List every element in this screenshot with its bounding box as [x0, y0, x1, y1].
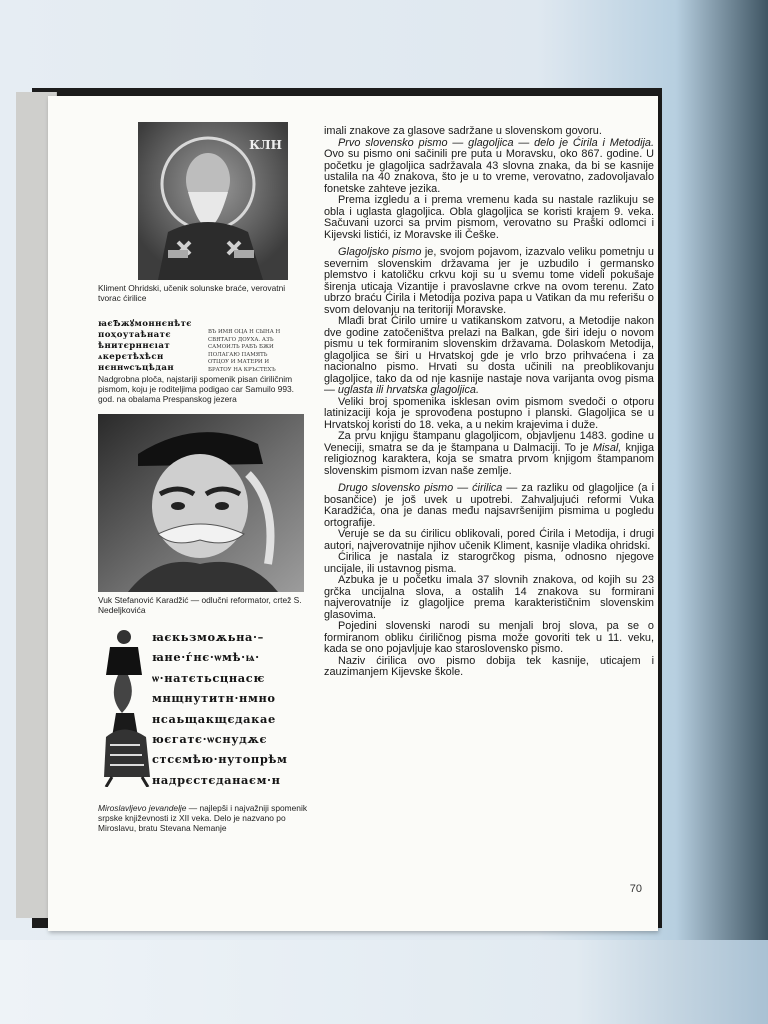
emphasis: Glagoljsko pismo [338, 246, 422, 258]
samuilo-inscription [98, 319, 308, 371]
paragraph [324, 247, 654, 316]
page-number: 70 [629, 883, 642, 895]
paragraph [324, 138, 654, 196]
background-table [0, 940, 768, 1024]
paragraph: Azbuka je u početku imala 37 slovnih znakova, od kojih su 23 grčka uncijalna slova, a ostalih 14 znakova su formirani najverovatnije iz glagoljice prema karakterističnim slovenskim glasovima. [324, 574, 654, 621]
caption-manuscript-title: Miroslavljevo jevandelje [98, 803, 187, 813]
inscription-transcription: ВЪ ИМЯ ОЦА Н СЫНА Н СВЯТАГО ДОУХА. АЗЪ САМОИЛЪ РАБЪ БЖИ ПОЛАГАЮ ПАМЯТЬ ОТЦОУ И МАТЕРИ И БРАТОУ НА КРЪСТЕХЪ [208, 329, 281, 373]
paragraph-text: — za razliku od glagoljice (a i bosančice) je još uvek u upotrebi. Zahvaljujući reformi Vuka Karadžića, ona je danas među najsavršenijim pismima u pogledu ortografije. [324, 482, 655, 529]
paragraph [324, 431, 654, 477]
gospel-glyphs: ꙗєкьзмоѫьна·– ꙗне·ѓнє·ѡмѣ·ѩ· ѡ·натєтьсцнасѥ мнщнутитн·нмно нсаьщакщєдакае юєгатє·ѡснудѫє стсємѣю·нутопрѣм надрєстєданаєм·н [152, 630, 288, 787]
paragraph-text: knjiga religioznog karaktera, koja se smatra prvom knjigom štampanom slovenskim pismom izvan naše zemlje. [324, 441, 655, 477]
emphasis: Drugo slovensko pismo — ćirilica [338, 482, 503, 494]
kliment-icon-image [138, 122, 288, 280]
paragraph-text: Ovo su pismo oni sačinili pre puta u Moravsku, oko 867. godine. U početku je glagoljica sadržavala 43 slovna znaka, da bi se kasnije ustalila na 40 znakova, što je u to vreme, verovatno, zadovoljavalo fonetske zahteve jezika. [324, 148, 654, 195]
caption-manuscript [98, 803, 308, 833]
book-page [48, 96, 658, 931]
initial-illumination [98, 627, 156, 787]
caption-kliment: Kliment Ohridski, učenik solunske braće, verovatni tvorac ćirilice [98, 283, 286, 303]
paragraph-text: je, svojom pojavom, izazvalo veliku pometnju u severnim slovenskim državama jer je uzbudilo i germansko plemstvo i katoličku crkvu koji su u svemu tome videli pokušaje širenja uticaja Vizantije i pravoslavne crkve na ovom terenu. Zato ubrzo braću Ćirila i Metodija poziva papa u Vatikan da mu referišu o svom delovanju na teritoriji Moravske. [324, 246, 654, 316]
paragraph: Ćirilica je nastala iz starogrčkog pisma, odnosno njegove uncijale, ili ustavnog pisma. [324, 551, 654, 575]
illustration-column [98, 122, 308, 833]
icon-inscription: КЛН [249, 138, 282, 152]
paragraph [324, 316, 654, 397]
paragraph: imali znakove za glasove sadržane u slovenskom govoru. [324, 125, 602, 137]
miroslav-gospel-image [98, 625, 308, 800]
emphasis: Misal, [592, 441, 622, 454]
paragraph-text: Za prvu knjigu štampanu glagoljicom, objavljenu 1483. godine u Veneciji, smatra se da je štampana u Dalmaciji. To je [324, 430, 654, 454]
paragraph-text: Mlađi brat Ćirilo umire u vatikanskom zatvoru, a Metodije nakon dve godine zatočeništva prelazi na Balkan, gde širi ideju o novom pismu u tek formiranim slovenskim državama. Dolaskom Metodija, glagoljica se širi u Hrvatskoj gde je vrlo brzo prihvaćena i za nacionalno pismo. Hrvati su dosta učinili na preoblikovanju glagoljice, tako da od nje kasnije nastaje nova varijanta ovog pisma — [324, 315, 654, 396]
vuk-portrait-image [98, 414, 304, 592]
paragraph: Naziv ćirilica ovo pismo dobija tek kasnije, uticajem i zauzimanjem Kijevske škole. [324, 654, 654, 678]
emphasis: uglasta ili hrvatska glagoljica. [337, 384, 479, 396]
inscription-glyphs: ꙗєѢжꙋмоннєнѣтє поҳоутаѣнатє ѣнитєрннєıат ѧкерєтѣхѣсн нєннѡсъцѣдан [98, 319, 192, 371]
paragraph: Veliki broj spomenika isklesan ovim pismom svedoči o otporu latinizaciji koja je sprovođena postupno i planski. Glagoljica se u Hrvatskoj koristi do 18. veka, a u nekim krajevima i duže. [324, 395, 654, 431]
caption-manuscript-text: — najlepši i najvažniji spomenik srpske književnosti iz XII veka. Delo je nazvano po Miroslavu, bratu Stevana Nemanje [98, 803, 308, 833]
paragraph: Veruje se da su ćirilicu oblikovali, pored Ćirila i Metodija, i drugi autori, najverovatnije njihov učenik Kliment, kasnije vladika ohridski. [324, 528, 654, 552]
paragraph [324, 483, 654, 529]
emphasis: Prvo slovensko pismo — glagoljica — delo je Ćirila i Metodija. [338, 136, 654, 149]
caption-vuk: Vuk Stefanović Karadžić — odlučni reformator, crtež S. Nedeljkovića [98, 595, 302, 615]
caption-slab: Nadgrobna ploča, najstariji spomenik pisan ćiriličnim pismom, koju je roditeljima podigao car Samuilo 993. god. na obalama Prespanskog jezera [98, 374, 294, 404]
paragraph: Prema izgledu a i prema vremenu kada su nastale razlikuju se obla i uglasta glagoljica. Obla glagoljica se koristi krajem 9. veka. Sačuvani uzorci sa prvim pismom, verovatno su Praški odlomci i Kijevski listići, iz Moravske ili Češke. [324, 194, 654, 241]
article-text [324, 126, 654, 679]
paragraph: Pojedini slovenski narodi su menjali broj slova, pa se o formiranom obliku ćiriličnog pisma može govoriti tek u 11. veku, kada se ono pojavljuje kao staroslovensko pismo. [324, 620, 654, 655]
